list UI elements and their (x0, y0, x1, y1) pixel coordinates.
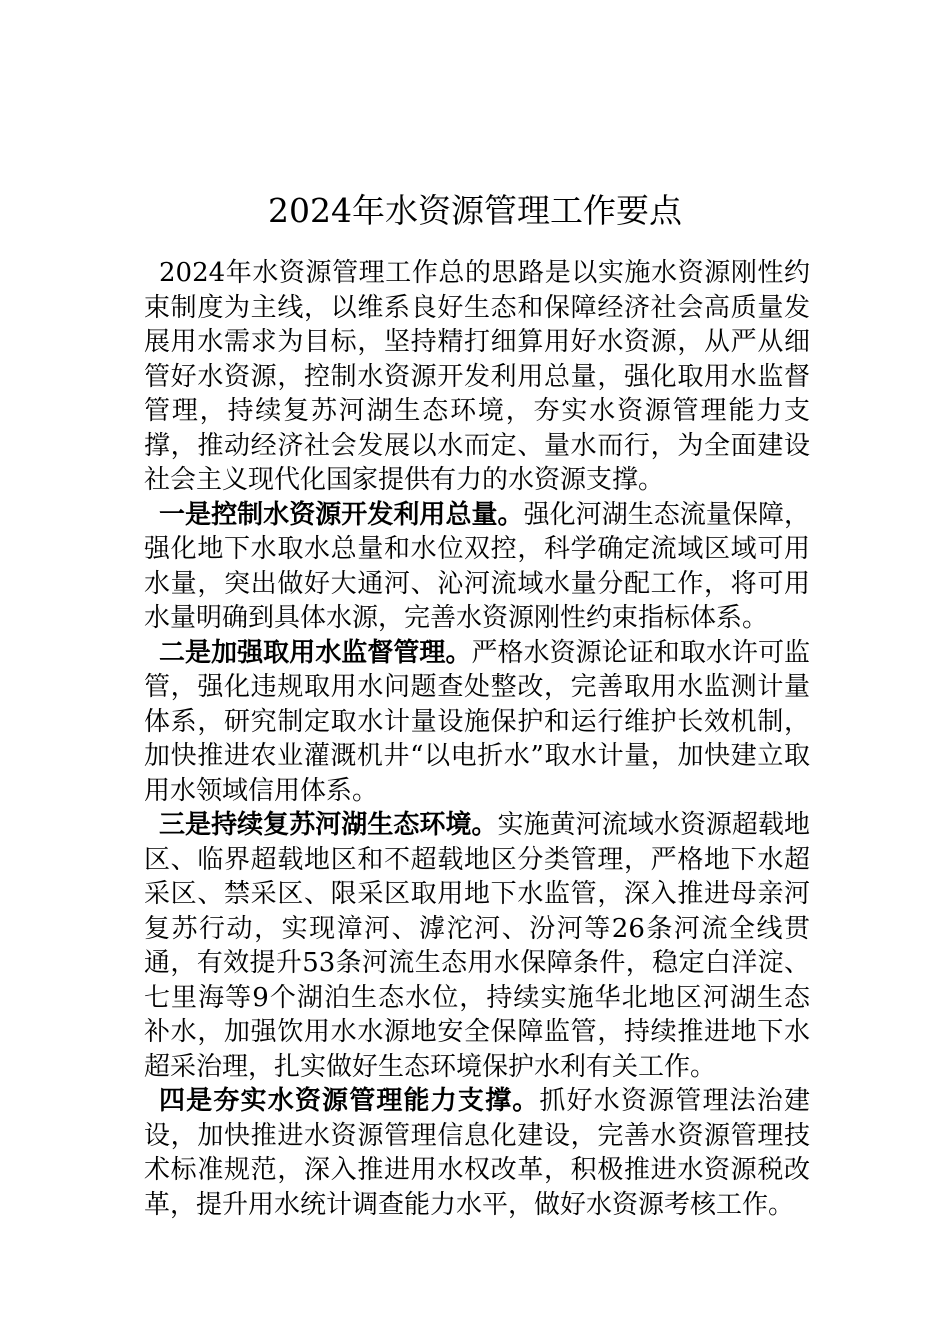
section-lead-2: 二是加强取用水监督管理。 (159, 637, 472, 668)
section-paragraph-3 (144, 808, 810, 1084)
section-text-3: 实施黄河流域水资源超载地区、临界超载地区和不超载地区分类管理，严格地下水超采区、禁采区、限采区取用地下水监管，深入推进母亲河复苏行动，实现漳河、滹沱河、汾河等26条河流全线贯通，有效提升53条河流生态用水保障条件，稳定白洋淀、七里海等9个湖泊生态水位，持续实施华北地区河湖生态补水，加强饮用水水源地安全保障监管，持续推进地下水超采治理，扎实做好生态环境保护水利有关工作。 (144, 810, 810, 1082)
section-text-4: 抓好水资源管理法治建设，加快推进水资源管理信息化建设，完善水资源管理技术标准规范，深入推进用水权改革，积极推进水资源税改革，提升用水统计调查能力水平，做好水资源考核工作。 (144, 1086, 810, 1220)
section-text-1: 强化河湖生态流量保障，强化地下水取水总量和水位双控，科学确定流域区域可用水量，突出做好大通河、沁河流域水量分配工作，将可用水量明确到具体水源，完善水资源刚性约束指标体系。 (144, 499, 810, 633)
section-paragraph-1 (144, 498, 810, 636)
intro-paragraph: 2024年水资源管理工作总的思路是以实施水资源刚性约束制度为主线，以维系良好生态和保障经济社会高质量发展用水需求为目标，坚持精打细算用好水资源，从严从细管好水资源，控制水资源开发利用总量，强化取用水监督管理，持续复苏河湖生态环境，夯实水资源管理能力支撑，推动经济社会发展以水而定、量水而行，为全面建设社会主义现代化国家提供有力的水资源支撑。 (144, 258, 810, 495)
section-paragraph-2 (144, 636, 810, 809)
document-title: 2024年水资源管理工作要点 (268, 191, 682, 231)
section-lead-3: 三是持续复苏河湖生态环境。 (159, 810, 498, 840)
document-body (144, 256, 810, 1222)
section-text-2: 严格水资源论证和取水许可监管，强化违规取用水问题查处整改，完善取用水监测计量体系，研究制定取水计量设施保护和运行维护长效机制，加快推进农业灌溉机井“以电折水”取水计量，加快建立取用水领域信用体系。 (144, 637, 810, 806)
section-lead-1: 一是控制水资源开发利用总量。 (159, 499, 524, 530)
section-paragraph-4 (144, 1084, 810, 1222)
section-lead-4: 四是夯实水资源管理能力支撑。 (159, 1086, 540, 1116)
